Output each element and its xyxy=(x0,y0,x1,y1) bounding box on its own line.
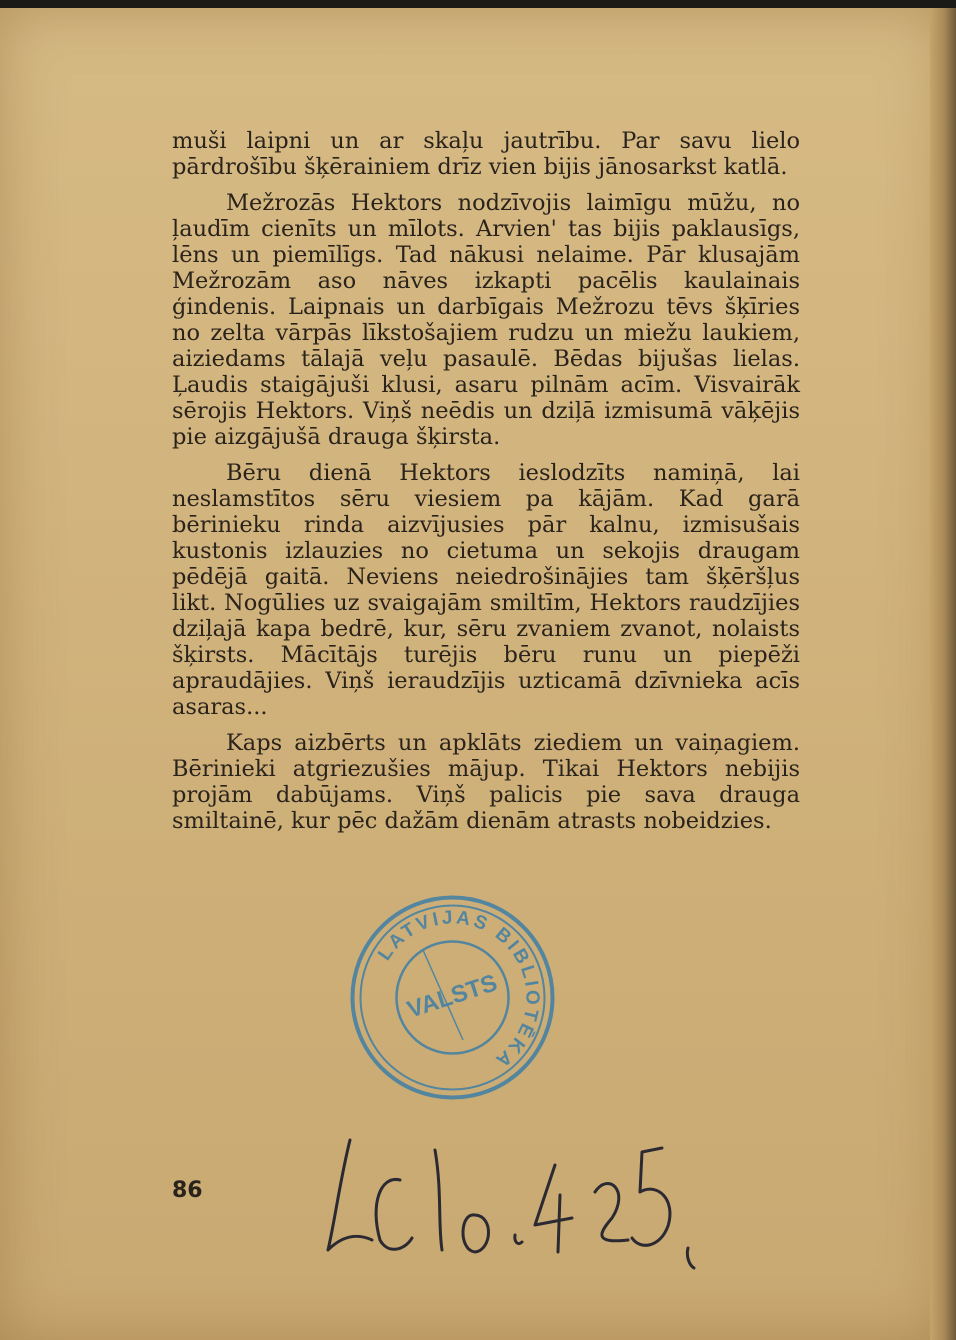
handwritten-shelfmark xyxy=(310,1120,710,1270)
paragraph-1: muši laipni un ar skaļu jautrību. Par savu lielo pārdrošību šķērainiem drīz vien bijis jānosarkst katlā. xyxy=(172,128,800,180)
body-text xyxy=(172,128,800,844)
stamp-outer-text: LATVIJAS BIBLIOTĒKA xyxy=(374,907,543,1073)
page-edge-right xyxy=(930,8,956,1340)
paragraph-4: Kaps aizbērts un apklāts ziediem un vaiņagiem. Bērinieki atgriezušies mājup. Tikai Hektors nebijis projām dabūjams. Viņš palicis pie sava drauga smiltainē, kur pēc dažām dienām atrasts nobeidzies. xyxy=(172,730,800,834)
paragraph-3: Bēru dienā Hektors ieslodzīts namiņā, lai neslamstītos sēru viesiem pa kājām. Kad garā bērinieku rinda aizvījusies pār kalnu, izmisušais kustonis izlauzies no cietuma un sekojis draugam pēdējā gaitā. Neviens neiedrošinājies tam šķēršļus likt. Nogūlies uz svaigajām smiltīm, Hektors raudzījies dziļajā kapa bedrē, kur, sēru zvaniem zvanot, nolaists šķirsts. Mācītājs turējis bēru runu un piepēži apraudājies. Viņš ieraudzījis uzticamā dzīvnieka acīs asaras... xyxy=(172,460,800,720)
page-number: 86 xyxy=(172,1178,203,1203)
paragraph-2: Mežrozās Hektors nodzīvojis laimīgu mūžu, no ļaudīm cienīts un mīlots. Arvien' tas bijis paklausīgs, lēns un piemīlīgs. Tad nākusi nelaime. Pār klusajām Mežrozām aso nāves izkapti pacēlis kaulainais ģindenis. Laipnais un darbīgais Mežrozu tēvs šķīries no zelta vārpās līkstošajiem rudzu un miežu laukiem, aiziedams tālajā veļu pasaulē. Bēdas bijušas lielas. Ļaudis staigājuši klusi, asaru pilnām acīm. Visvairāk sērojis Hektors. Viņš neēdis un dziļā izmisumā vāķējis pie aizgājušā drauga šķirsta. xyxy=(172,190,800,450)
library-stamp xyxy=(345,890,560,1105)
stamp-inner-text: VALSTS xyxy=(403,969,501,1024)
